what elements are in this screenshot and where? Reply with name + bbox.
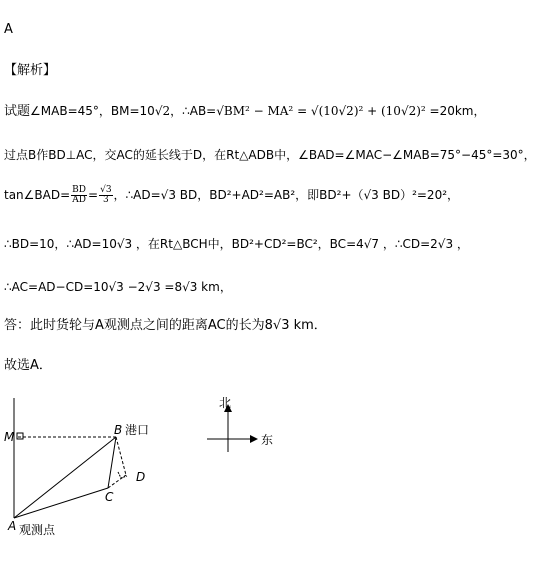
segment-bc [108,437,116,488]
solution-line-4: ∴BD=10，∴AD=10√3 ，在Rt△BCH中，BD²+CD²=BC²，BC=4√7 ，∴CD=2√3 ， [4,237,469,251]
solution-line-5: ∴AC=AD−CD=10√3 −2√3 =8√3 km， [4,280,232,294]
line1-result: =20km， [425,104,486,118]
line1-angle: ∠MAB=45°，BM=10 [30,104,155,118]
label-b: B [114,423,123,437]
compass-east-label: 东 [261,433,274,447]
segment-ac [14,488,108,518]
compass-north-label: 北 [219,396,232,410]
east-arrow-icon [250,435,258,443]
label-m: M [4,430,15,444]
line1-formula: √BM² − MA² [216,104,294,118]
conclusion: 故选A． [4,358,52,373]
dashed-line-bd [116,437,126,475]
fraction-num-root3: √3 [100,185,112,195]
line3-eq: = [88,188,99,202]
label-a: A [8,519,17,533]
answer-letter: A [4,22,13,37]
fraction-den-3: 3 [102,195,109,205]
solution-line-2: 过点B作BD⊥AC，交AC的延长线于D，在Rt△ADB中，∠BAD=∠MAC−∠MAB=75°−45°=30°， [4,148,536,162]
figure-lines [14,398,252,518]
section-title: 【解析】 [4,63,57,78]
solution-line-3 [4,186,459,205]
line1-root2: √2 [154,104,171,118]
fraction-bd-ad [71,186,87,205]
geometry-figure [0,392,552,562]
answer-statement: 答：此时货轮与A观测点之间的距离AC的长为8√3 km． [4,318,327,333]
label-c: C [105,490,114,504]
line3-rest: ，∴AD=√3 BD，BD²+AD²=AB²，即BD²+（√3 BD）²=20²， [113,188,460,202]
line1-prefix: 试题 [4,104,31,119]
segment-ab [14,437,116,518]
line3-prefix: tan∠BAD= [4,188,71,202]
line1-eq: = √(10√2)² + (10√2)² [293,104,426,118]
fraction-root3-3 [99,186,112,205]
line1-mid: ，∴AB= [170,104,217,118]
fraction-num-bd: BD [72,185,87,195]
solution-line-1 [4,103,486,120]
label-port: 港口 [125,423,150,437]
right-angle-mark-m [17,433,23,439]
fraction-den-ad: AD [72,195,86,205]
label-observation-point: 观测点 [19,523,56,537]
label-d: D [136,470,146,484]
